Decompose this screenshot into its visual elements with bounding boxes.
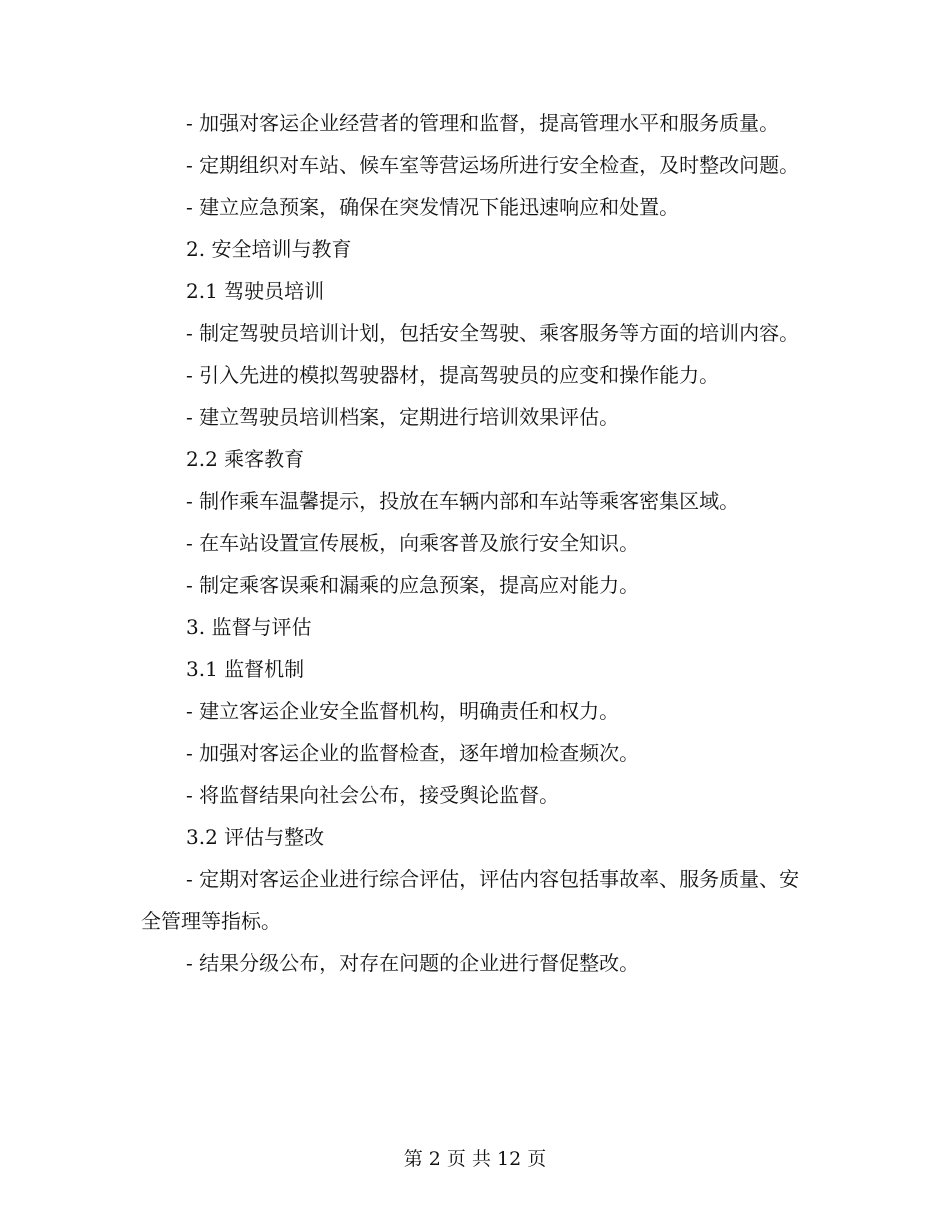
paragraph: - 加强对客运企业经营者的管理和监督，提高管理水平和服务质量。 <box>186 111 780 135</box>
paragraph: - 定期组织对车站、候车室等营运场所进行安全检查，及时整改问题。 <box>186 153 800 177</box>
paragraph: - 建立客运企业安全监督机构，明确责任和权力。 <box>186 699 620 723</box>
paragraph: - 定期对客运企业进行综合评估，评估内容包括事故率、服务质量、安全管理等指标。 <box>141 867 800 933</box>
subsection-heading: 2.1 驾驶员培训 <box>186 279 325 303</box>
document-body <box>141 102 801 984</box>
paragraph: - 在车站设置宣传展板，向乘客普及旅行安全知识。 <box>186 531 640 555</box>
page-number-footer: 第 2 页 共 12 页 <box>403 1148 547 1170</box>
subsection-heading: 2.2 乘客教育 <box>186 447 305 471</box>
paragraph: - 建立驾驶员培训档案，定期进行培训效果评估。 <box>186 405 620 429</box>
subsection-heading: 3.2 评估与整改 <box>186 825 325 849</box>
paragraph: - 加强对客运企业的监督检查，逐年增加检查频次。 <box>186 741 640 765</box>
paragraph: - 制作乘车温馨提示，投放在车辆内部和车站等乘客密集区域。 <box>186 489 740 513</box>
paragraph: - 将监督结果向社会公布，接受舆论监督。 <box>186 783 560 807</box>
paragraph: - 引入先进的模拟驾驶器材，提高驾驶员的应变和操作能力。 <box>186 363 720 387</box>
paragraph: - 建立应急预案，确保在突发情况下能迅速响应和处置。 <box>186 195 680 219</box>
subsection-heading: 3.1 监督机制 <box>186 657 305 681</box>
paragraph: - 制定驾驶员培训计划，包括安全驾驶、乘客服务等方面的培训内容。 <box>186 321 800 345</box>
paragraph: - 结果分级公布，对存在问题的企业进行督促整改。 <box>186 951 640 975</box>
section-heading: 2. 安全培训与教育 <box>186 237 352 261</box>
paragraph: - 制定乘客误乘和漏乘的应急预案，提高应对能力。 <box>186 573 640 597</box>
section-heading: 3. 监督与评估 <box>186 615 312 639</box>
